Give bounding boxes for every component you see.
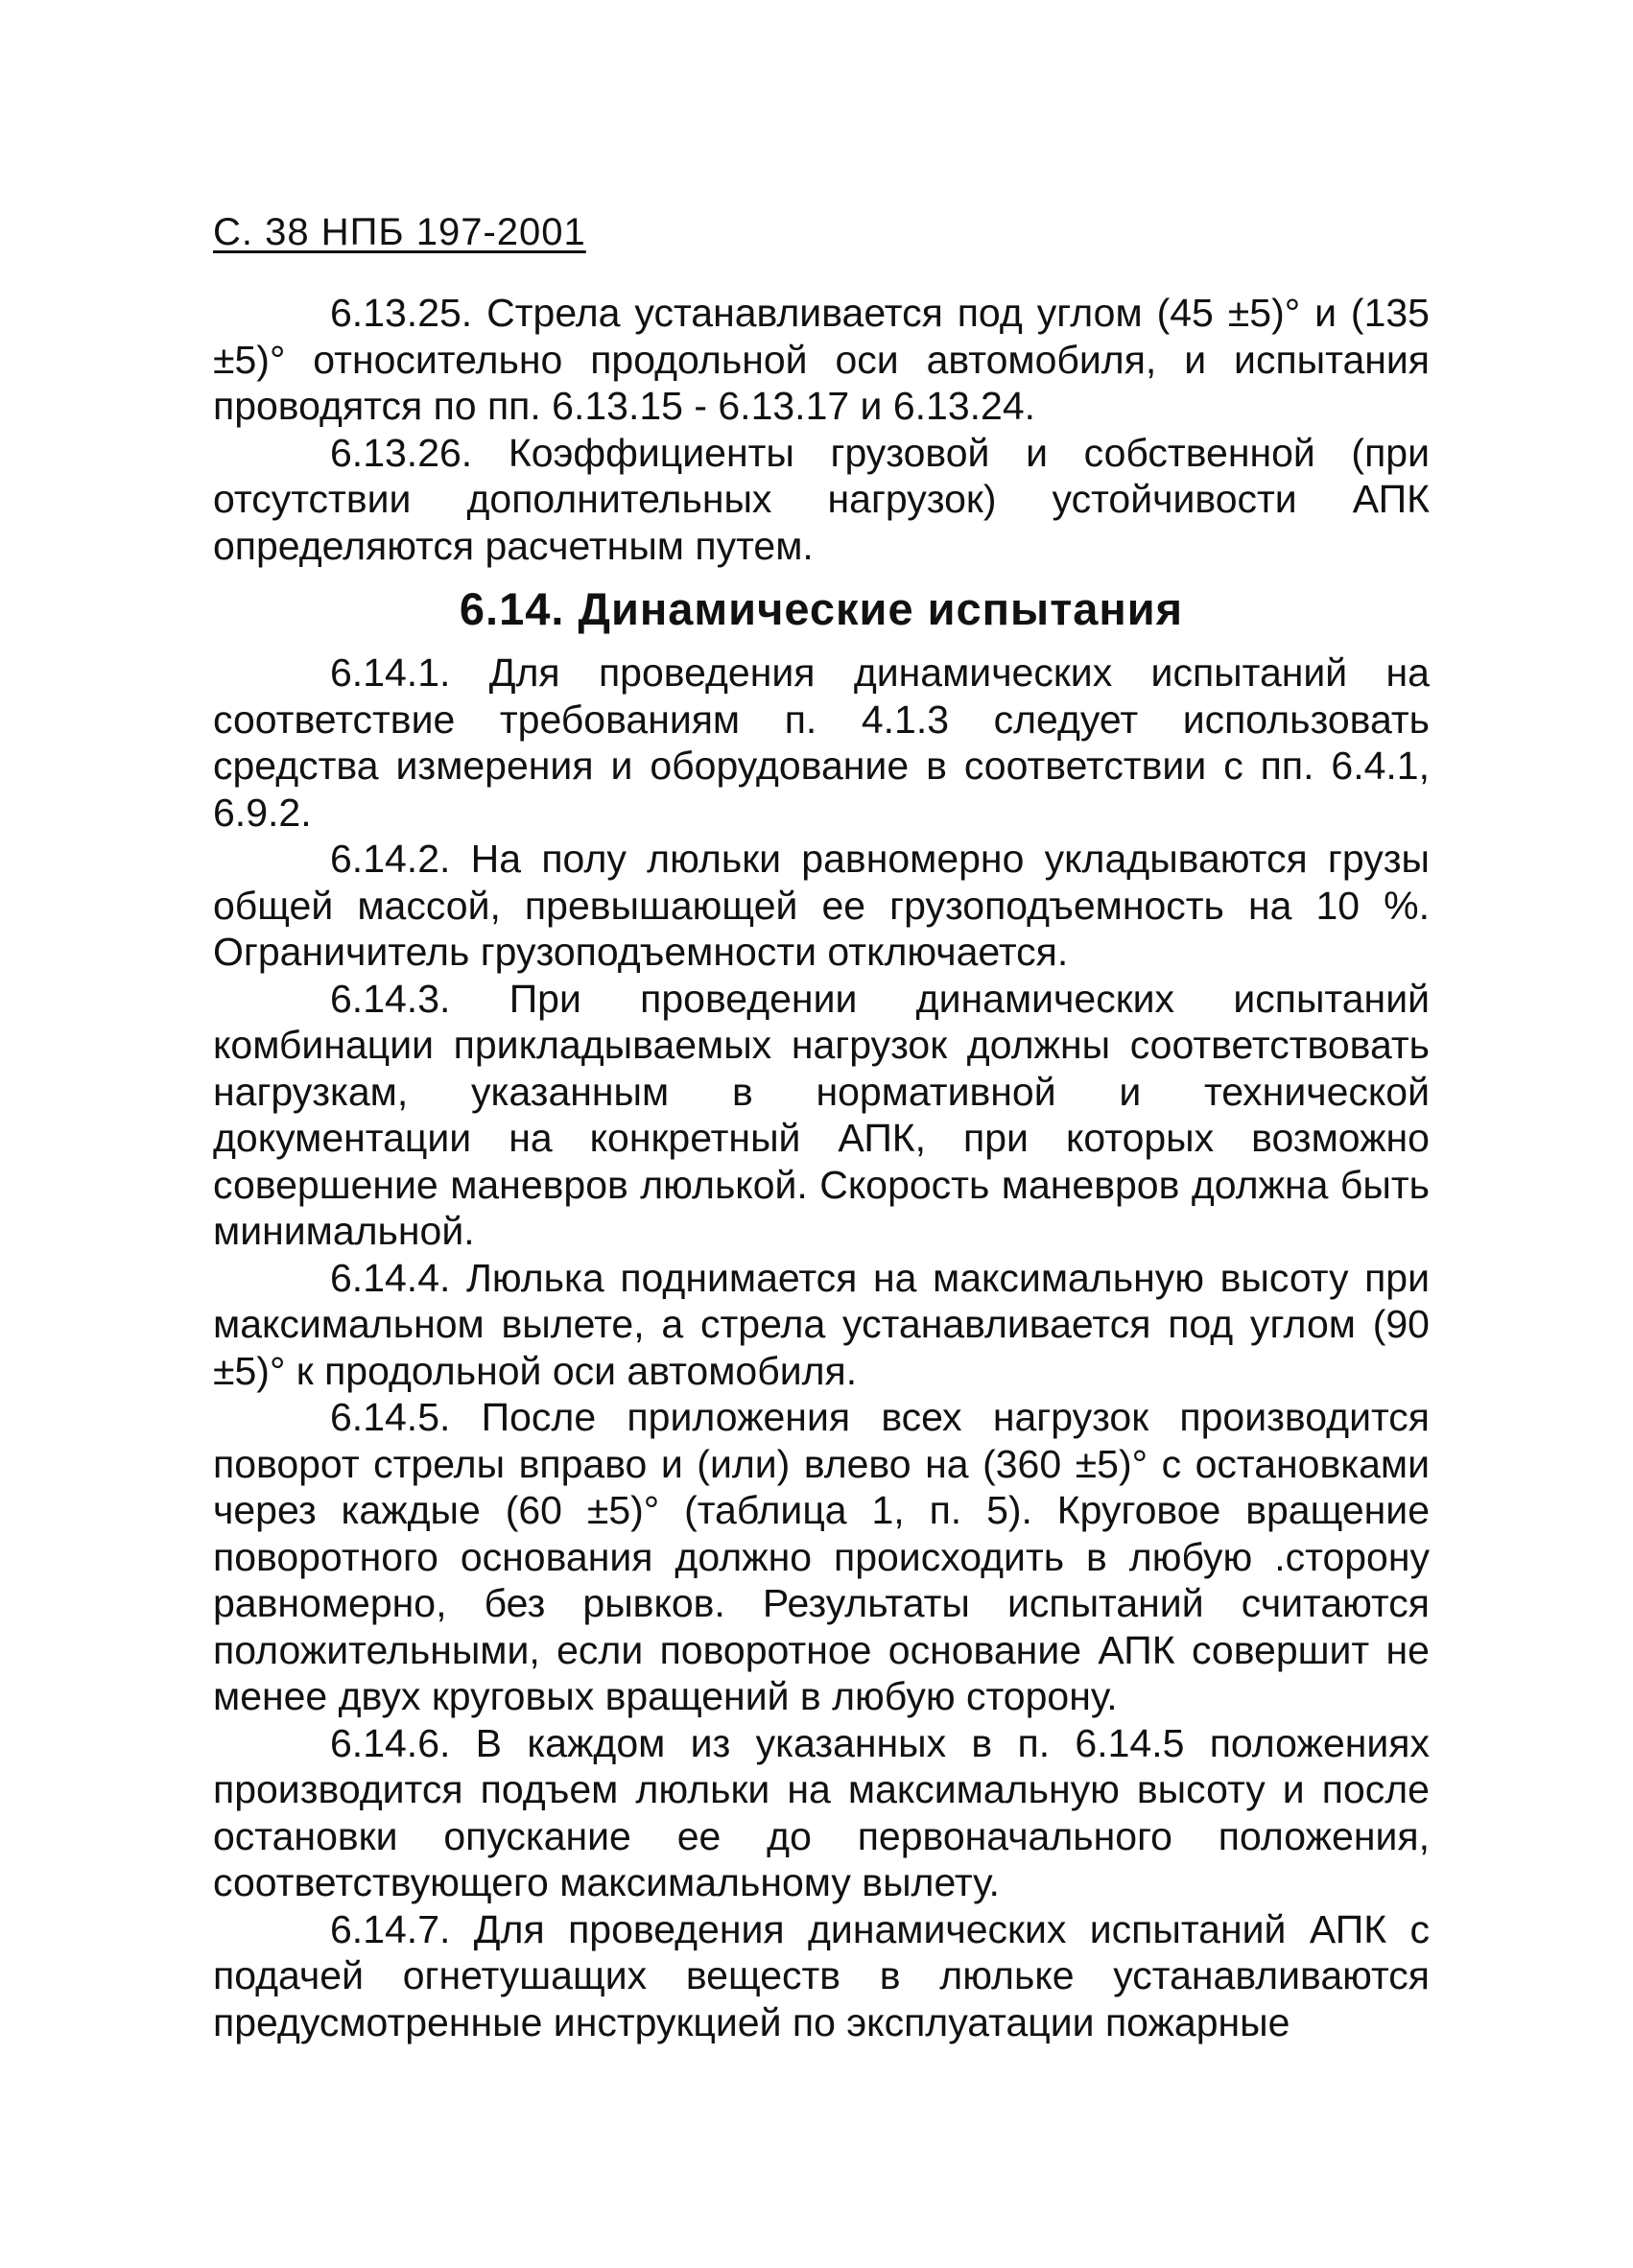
page-body — [213, 290, 1430, 2045]
paragraph-6-14-5: 6.14.5. После приложения всех нагрузок производится поворот стрелы вправо и (или) влево на (360 ±5)° с остановками через каждые (60 ±5)° (таблица 1, п. 5). Круговое вращение поворотного основания должно происходить в любую .сторону равномерно, без рывков. Результаты испытаний считаются положительными, если поворотное основание АПК совершит не менее двух круговых вращений в любую сторону. — [213, 1395, 1430, 1718]
paragraph-6-13-25: 6.13.25. Стрела устанавливается под углом (45 ±5)° и (135 ±5)° относительно продольной оси автомобиля, и испытания проводятся по пп. 6.13.15 - 6.13.17 и 6.13.24. — [213, 291, 1430, 428]
paragraph-6-14-7: 6.14.7. Для проведения динамических испытаний АПК с подачей огнетушащих веществ в люльке устанавливаются предусмотренные инструкцией по эксплуатации пожарные — [213, 1906, 1430, 2044]
paragraph-6-14-6: 6.14.6. В каждом из указанных в п. 6.14.5 положениях производится подъем люльки на максимальную высоту и после остановки опускание ее до первоначального положения, соответствующего максимальному вылету. — [213, 1720, 1430, 1904]
paragraph-6-14-1: 6.14.1. Для проведения динамических испытаний на соответствие требованиям п. 4.1.3 следует использовать средства измерения и оборудование в соответствии с пп. 6.4.1, 6.9.2. — [213, 650, 1430, 835]
paragraph-6-14-3: 6.14.3. При проведении динамических испытаний комбинации прикладываемых нагрузок должны соответствовать нагрузкам, указанным в нормативной и технической документации на конкретный АПК, при которых возможно совершение маневров люлькой. Скорость маневров должна быть минимальной. — [213, 976, 1430, 1253]
paragraph-6-14-4: 6.14.4. Люлька поднимается на максимальную высоту при максимальном вылете, а стрела устанавливается под углом (90 ±5)° к продольной оси автомобиля. — [213, 1255, 1430, 1393]
section-heading: 6.14. Динамические испытания — [459, 583, 1184, 634]
paragraph-6-14-2: 6.14.2. На полу люльки равномерно укладываются грузы общей массой, превышающей ее грузоподъемность на 10 %. Ограничитель грузоподъемности отключается. — [213, 837, 1430, 974]
running-head: С. 38 НПБ 197-2001 — [213, 211, 586, 253]
paragraph-6-13-26: 6.13.26. Коэффициенты грузовой и собственной (при отсутствии дополнительных нагрузок) устойчивости АПК определяются расчетным путем. — [213, 430, 1430, 568]
